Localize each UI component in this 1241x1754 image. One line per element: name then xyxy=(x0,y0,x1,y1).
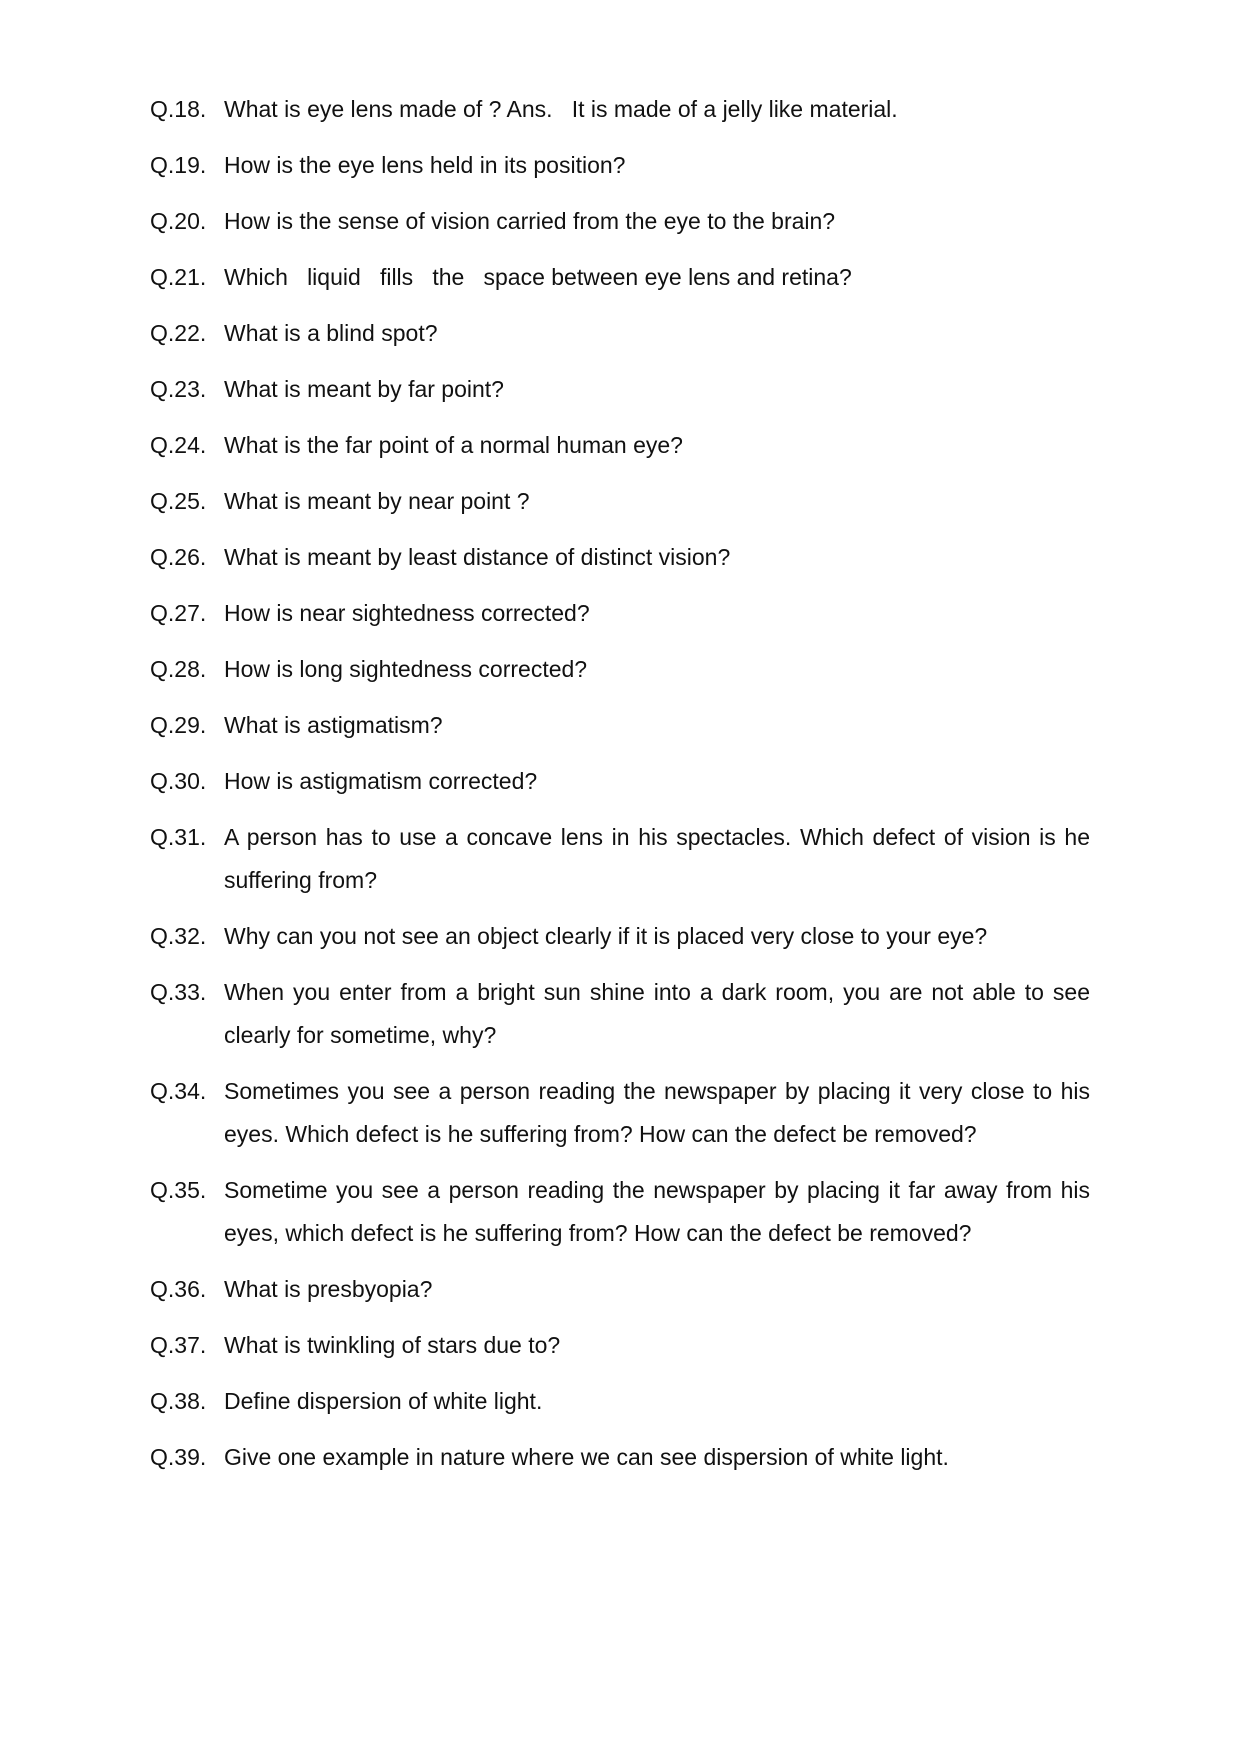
question-item xyxy=(150,704,1090,747)
question-number: Q.22. xyxy=(150,320,207,346)
question-number: Q.33. xyxy=(150,979,207,1005)
question-text: Sometimes you see a person reading the newspaper by placing it very close to his eyes. Which defect is he suffering from? How can the defect be removed? xyxy=(224,1078,1097,1147)
question-number: Q.37. xyxy=(150,1332,207,1358)
question-number: Q.36. xyxy=(150,1276,207,1302)
question-item xyxy=(150,1070,1097,1156)
question-number: Q.39. xyxy=(150,1444,207,1470)
question-item xyxy=(150,424,1090,467)
question-number: Q.20. xyxy=(150,208,207,234)
question-number: Q.26. xyxy=(150,544,207,570)
question-text: What is meant by least distance of distinct vision? xyxy=(224,544,731,570)
question-item xyxy=(150,536,1090,579)
question-number: Q.35. xyxy=(150,1177,207,1203)
question-text: Sometime you see a person reading the newspaper by placing it far away from his eyes, which defect is he suffering from? How can the defect be removed? xyxy=(224,1177,1097,1246)
question-text: How is the eye lens held in its position? xyxy=(224,152,626,178)
question-text: What is the far point of a normal human eye? xyxy=(224,432,683,458)
question-text: What is a blind spot? xyxy=(224,320,438,346)
question-item xyxy=(150,915,1090,958)
question-item xyxy=(150,88,1090,131)
question-item xyxy=(150,368,1090,411)
question-number: Q.25. xyxy=(150,488,207,514)
question-item xyxy=(150,816,1097,902)
question-item xyxy=(150,1324,1090,1367)
question-text: What is meant by far point? xyxy=(224,376,504,402)
question-text: What is presbyopia? xyxy=(224,1276,433,1302)
question-item xyxy=(150,312,1090,355)
question-number: Q.27. xyxy=(150,600,207,626)
question-item xyxy=(150,200,1090,243)
question-number: Q.31. xyxy=(150,824,207,850)
question-number: Q.24. xyxy=(150,432,207,458)
question-text: What is twinkling of stars due to? xyxy=(224,1332,561,1358)
question-text: What is astigmatism? xyxy=(224,712,443,738)
question-text: How is near sightedness corrected? xyxy=(224,600,590,626)
question-item xyxy=(150,480,1090,523)
question-number: Q.23. xyxy=(150,376,207,402)
question-item xyxy=(150,256,1090,299)
question-text: How is long sightedness corrected? xyxy=(224,656,588,682)
question-number: Q.29. xyxy=(150,712,207,738)
question-item xyxy=(150,648,1090,691)
question-text: Which liquid fills the space between eye lens and retina? xyxy=(224,264,852,290)
question-item xyxy=(150,1436,1090,1479)
question-number: Q.19. xyxy=(150,152,207,178)
question-item xyxy=(150,760,1090,803)
question-text: What is eye lens made of ? Ans. It is made of a jelly like material. xyxy=(224,96,898,122)
question-text: Why can you not see an object clearly if it is placed very close to your eye? xyxy=(224,923,988,949)
question-number: Q.18. xyxy=(150,96,207,122)
question-number: Q.38. xyxy=(150,1388,207,1414)
question-text: How is the sense of vision carried from the eye to the brain? xyxy=(224,208,836,234)
question-item xyxy=(150,1268,1090,1311)
question-item xyxy=(150,1380,1090,1423)
question-list xyxy=(150,88,1097,1492)
question-text: How is astigmatism corrected? xyxy=(224,768,538,794)
question-text: Define dispersion of white light. xyxy=(224,1388,543,1414)
question-text: When you enter from a bright sun shine into a dark room, you are not able to see clearly for sometime, why? xyxy=(224,979,1097,1048)
question-item xyxy=(150,1169,1097,1255)
question-number: Q.34. xyxy=(150,1078,207,1104)
question-text: A person has to use a concave lens in his spectacles. Which defect of vision is he suffering from? xyxy=(224,824,1097,893)
question-number: Q.30. xyxy=(150,768,207,794)
question-item xyxy=(150,144,1090,187)
question-text: Give one example in nature where we can see dispersion of white light. xyxy=(224,1444,949,1470)
question-text: What is meant by near point ? xyxy=(224,488,530,514)
question-item xyxy=(150,971,1097,1057)
question-number: Q.21. xyxy=(150,264,207,290)
question-number: Q.32. xyxy=(150,923,207,949)
question-number: Q.28. xyxy=(150,656,207,682)
question-item xyxy=(150,592,1090,635)
